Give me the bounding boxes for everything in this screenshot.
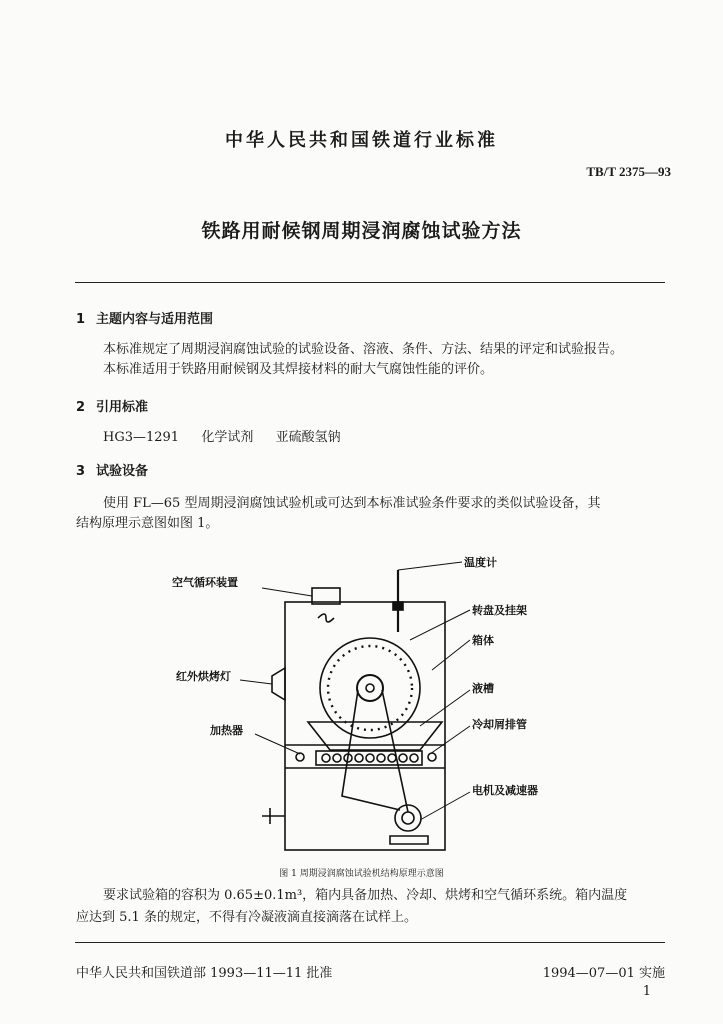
section-1-paragraph-1: 本标准规定了周期浸润腐蚀试验的试验设备、溶液、条件、方法、结果的评定和试验报告。 <box>103 342 624 357</box>
section-1-heading <box>76 308 213 327</box>
label-heater: 加热器 <box>210 724 243 737</box>
bolt-left <box>296 753 304 761</box>
section-2-number: 2 <box>76 400 86 415</box>
implementation-date: 1994—07—01 实施 <box>542 966 665 981</box>
after-figure-paragraph-2: 应达到 5.1 条的规定，不得有冷凝液滴直接滴落在试样上。 <box>76 910 417 925</box>
test-machine-diagram <box>0 540 723 860</box>
figure-caption: 图 1 周期浸润腐蚀试验机结构原理示意图 <box>279 869 444 879</box>
reference-name-2: 亚硫酸氢钠 <box>275 430 341 445</box>
motor-base <box>390 836 428 844</box>
reference-name-1: 化学试剂 <box>201 430 254 445</box>
section-1-paragraph-2: 本标准适用于铁路用耐候钢及其焊接材料的耐大气腐蚀性能的评价。 <box>103 362 494 377</box>
section-2-title: 引用标准 <box>96 400 149 415</box>
approval-line: 中华人民共和国铁道部 1993—11—11 批准 <box>76 966 333 981</box>
turntable-hub <box>357 675 383 701</box>
section-1-number: 1 <box>76 312 86 327</box>
page-number: 1 <box>642 984 651 999</box>
section-2-heading <box>76 396 148 415</box>
reference-entry <box>103 428 341 448</box>
label-motor: 电机及减速器 <box>472 784 538 797</box>
section-1-title: 主题内容与适用范围 <box>96 312 214 327</box>
section-3-paragraph-1: 使用 FL—65 型周期浸润腐蚀试验机或可达到本标准试验条件要求的类似试验设备，其 <box>103 496 601 511</box>
reference-code: HG3—1291 <box>103 430 180 445</box>
turntable-hangers <box>328 646 412 730</box>
machine-housing <box>285 602 445 850</box>
label-liquid-tank: 液槽 <box>472 682 494 695</box>
label-turntable: 转盘及挂架 <box>472 604 527 617</box>
after-figure-paragraph-1: 要求试验箱的容积为 0.65±0.1m³，箱内具备加热、冷却、烘烤和空气循环系统。箱内温度 <box>103 888 628 903</box>
standard-code: TB/T 2375—93 <box>586 164 671 179</box>
infrared-lamp <box>272 668 285 700</box>
standard-category-header: 中华人民共和国铁道行业标准 <box>225 130 498 151</box>
section-3-heading <box>76 460 148 479</box>
heater-coils <box>316 751 422 765</box>
bolt-right <box>428 753 436 761</box>
footer-divider <box>75 942 665 943</box>
label-thermometer: 温度计 <box>464 556 497 569</box>
section-3-title: 试验设备 <box>96 464 149 479</box>
label-infrared-lamp: 红外烘烤灯 <box>176 670 231 683</box>
turntable <box>320 638 420 738</box>
title-divider <box>75 282 665 283</box>
turntable-axle <box>366 684 374 692</box>
coil-row <box>322 754 418 762</box>
label-box: 箱体 <box>472 634 494 647</box>
section-3-number: 3 <box>76 464 86 479</box>
label-cooling-pipes: 冷却屑排管 <box>472 718 527 731</box>
fan-icon <box>318 614 334 622</box>
thermometer-mount <box>393 602 403 610</box>
document-title: 铁路用耐候钢周期浸润腐蚀试验方法 <box>201 220 522 242</box>
label-air-circulation: 空气循环装置 <box>172 576 238 589</box>
section-3-paragraph-2: 结构原理示意图如图 1。 <box>76 516 219 531</box>
motor-pulley <box>402 812 414 824</box>
